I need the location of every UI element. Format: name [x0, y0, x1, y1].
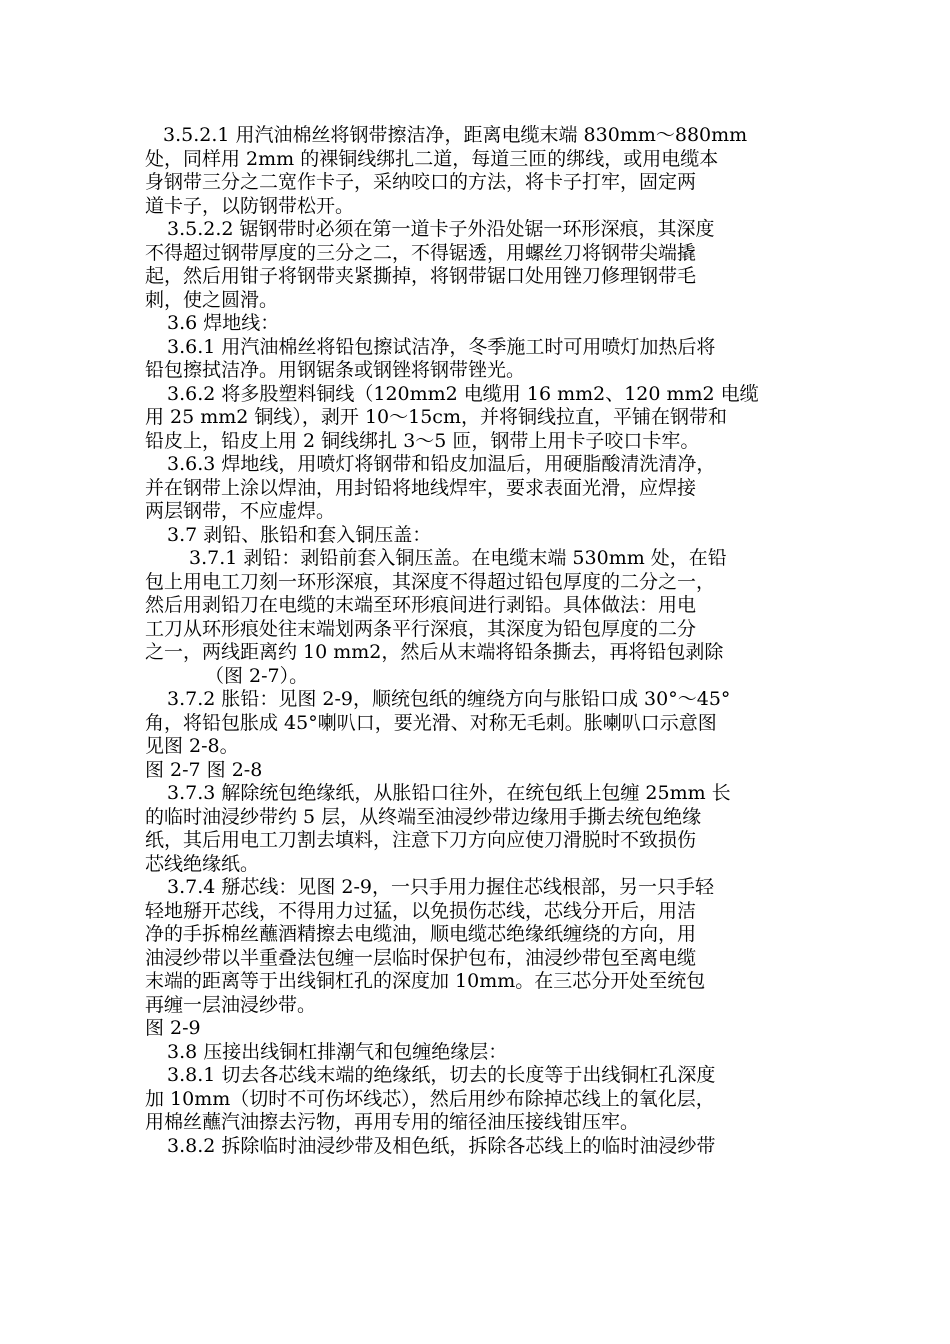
paragraph-3-7-3	[145, 782, 825, 876]
text-line: 3.8.1 切去各芯线末端的绝缘纸，切去的长度等于出线铜杠孔深度	[167, 1064, 716, 1086]
text-line: （图 2-7）。	[205, 664, 309, 687]
text-line: 见图 2-8。	[145, 735, 239, 757]
text-line: 然后用剥铅刀在电缆的末端至环形痕间进行剥铅。具体做法：用电	[145, 594, 697, 616]
figure-caption-2-7-2-8: 图 2-7 图 2-8	[145, 758, 263, 781]
text-line: 轻地掰开芯线，不得用力过猛，以免损伤芯线，芯线分开后，用洁	[145, 899, 697, 922]
text-line: 3.7.4 掰芯线：见图 2-9，一只手用力握住芯线根部，另一只手轻	[167, 876, 715, 898]
text-line: 角，将铅包胀成 45°喇叭口，要光滑、对称无毛刺。胀喇叭口示意图	[145, 711, 717, 734]
paragraph-3-8-2	[145, 1135, 825, 1159]
text-line: 3.6.2 将多股塑料铜线（120mm2 电缆用 16 mm2、120 mm2 电缆	[167, 382, 759, 405]
text-line: 起，然后用钳子将钢带夹紧撕掉，将钢带锯口处用锉刀修理钢带毛	[145, 265, 697, 287]
text-line: 的临时油浸纱带约 5 层，从终端至油浸纱带边缘用手撕去统包绝缘	[145, 805, 702, 828]
section-heading-3-7: 3.7 剥铅、胀铅和套入铜压盖：	[167, 523, 432, 546]
text-line: 3.7.2 胀铅：见图 2-9，顺统包纸的缠绕方向与胀铅口成 30°～45°	[167, 688, 731, 710]
text-line: 净的手拆棉丝蘸酒精擦去电缆油，顺电缆芯绝缘纸缠绕的方向，用	[145, 923, 697, 945]
text-line: 铅皮上，铅皮上用 2 铜线绑扎 3～5 匝，钢带上用卡子咬口卡牢。	[145, 429, 700, 452]
text-line: 3.5.2.1 用汽油棉丝将钢带擦洁净，距离电缆末端 830mm～880mm	[163, 124, 748, 146]
text-line: 工刀从环形痕处往末端划两条平行深痕，其深度为铅包厚度的二分	[145, 617, 697, 640]
text-line: 3.7.1 剥铅：剥铅前套入铜压盖。在电缆末端 530mm 处，在铅	[189, 547, 727, 569]
text-line: 芯线绝缘纸。	[145, 852, 260, 875]
text-line: 包上用电工刀刻一环形深痕，其深度不得超过铅包厚度的二分之一，	[145, 570, 716, 593]
text-line: 加 10mm（切时不可伤坏线芯），然后用纱布除掉芯线上的氧化层，	[145, 1087, 715, 1110]
text-line: 3.6.1 用汽油棉丝将铅包擦试洁净，冬季施工时可用喷灯加热后将	[167, 335, 716, 358]
text-line: 3.7.3 解除统包绝缘纸，从胀铅口往外，在统包纸上包缠 25mm 长	[167, 782, 731, 804]
paragraph-3-7-1	[145, 547, 825, 688]
document-page	[145, 124, 825, 1158]
paragraph-3-6-2	[145, 383, 825, 454]
paragraph-3-6-1	[145, 336, 825, 383]
text-line: 再缠一层油浸纱带。	[145, 993, 317, 1016]
text-line: 不得超过钢带厚度的三分之二，不得锯透，用螺丝刀将钢带尖端撬	[145, 241, 697, 264]
text-line: 处，同样用 2mm 的裸铜线绑扎二道，每道三匝的绑线，或用电缆本	[145, 147, 719, 170]
section-heading-3-6: 3.6 焊地线：	[167, 312, 280, 334]
text-line: 两层钢带，不应虚焊。	[145, 500, 336, 522]
text-line: 用棉丝蘸汽油擦去污物，再用专用的缩径油压接线钳压牢。	[145, 1111, 640, 1133]
text-line: 之一，两线距离约 10 mm2，然后从末端将铅条撕去，再将铅包剥除	[145, 641, 724, 663]
paragraph-3-5-2-1	[145, 124, 825, 218]
text-line: 3.6.3 焊地线，用喷灯将钢带和铅皮加温后，用硬脂酸清洗清净，	[167, 453, 716, 475]
text-line: 并在钢带上涂以焊油，用封铅将地线焊牢，要求表面光滑，应焊接	[145, 476, 697, 499]
text-line: 纸，其后用电工刀割去填料，注意下刀方向应使刀滑脱时不致损伤	[145, 829, 697, 851]
figure-caption-2-9: 图 2-9	[145, 1017, 201, 1039]
paragraph-3-5-2-2	[145, 218, 825, 312]
text-line: 末端的距离等于出线铜杠孔的深度加 10mm。在三芯分开处至统包	[145, 970, 706, 992]
paragraph-3-6-3	[145, 453, 825, 524]
text-line: 身钢带三分之二宽作卡子，采纳咬口的方法，将卡子打牢，固定两	[145, 171, 697, 193]
section-heading-3-8: 3.8 压接出线铜杠排潮气和包缠绝缘层：	[167, 1040, 508, 1063]
paragraph-3-7-2	[145, 688, 825, 759]
text-line: 道卡子，以防钢带松开。	[145, 194, 355, 217]
text-line: 铅包擦拭洁净。用钢锯条或钢锉将钢带锉光。	[145, 359, 526, 381]
text-line: 3.5.2.2 锯钢带时必须在第一道卡子外沿处锯一环形深痕，其深度	[167, 218, 715, 240]
text-line: 油浸纱带以半重叠法包缠一层临时保护包布，油浸纱带包至离电缆	[145, 946, 697, 969]
text-line: 刺，使之圆滑。	[145, 288, 279, 311]
text-line: 3.8.2 拆除临时油浸纱带及相色纸，拆除各芯线上的临时油浸纱带	[167, 1134, 716, 1157]
paragraph-3-8-1	[145, 1064, 825, 1135]
text-line: 用 25 mm2 铜线），剥开 10～15cm，并将铜线拉直，平铺在钢带和	[145, 406, 727, 428]
paragraph-3-7-4	[145, 876, 825, 1017]
